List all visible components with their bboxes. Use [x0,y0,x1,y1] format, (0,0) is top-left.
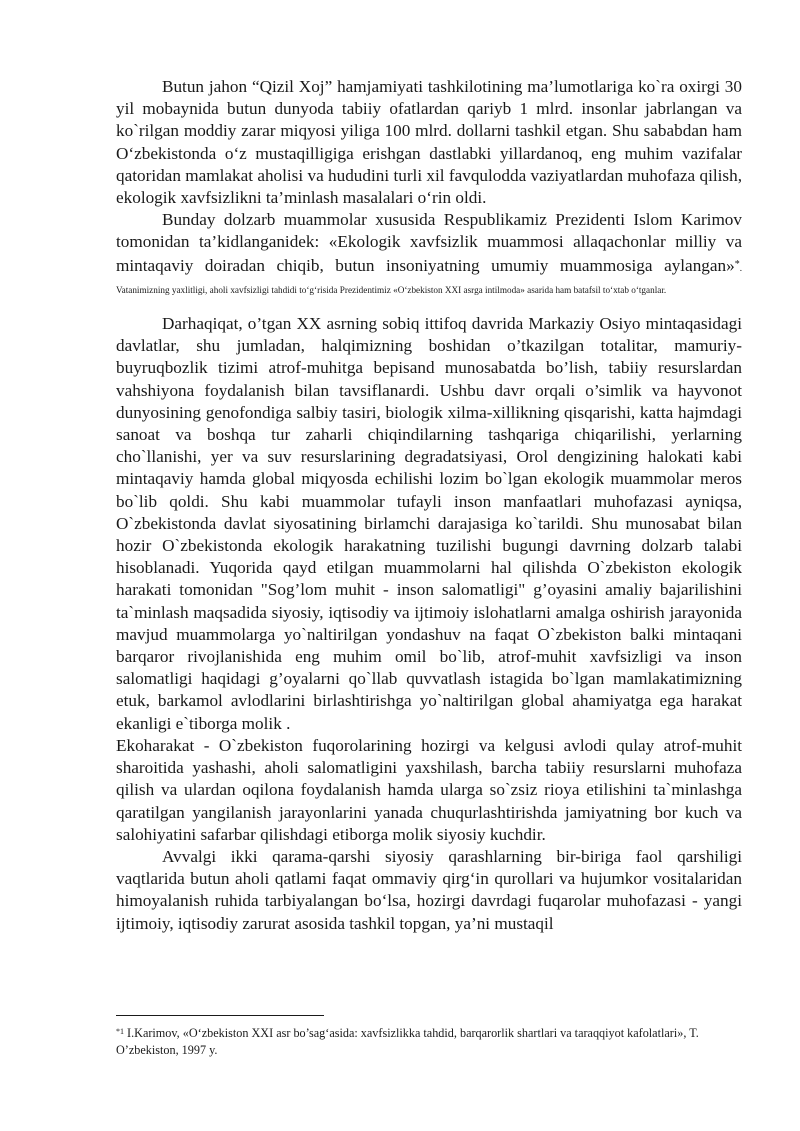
paragraph-spacer [116,299,742,313]
footnote-number: 1 [120,1027,124,1036]
paragraph-2-text: Bunday dolzarb muammolar xususida Respublikamiz Prezidenti Islom Karimov tomonidan ta’kidlanganidek: «Ekologik xavfsizlik muammosi allaqachonlar milliy va mintaqaviy doiradan chiqib, butun insoniyatning umumiy muammosiga aylangan» [116,210,742,275]
footnote-text: I.Karimov, «O‘zbekiston XXI asr bo’sag‘asida: xavfsizlikka tahdid, barqarorlik shartlari va taraqqiyot kafolatlari», T. O’zbekiston, 1997 y. [116,1026,699,1057]
paragraph-4: Ekoharakat - O`zbekiston fuqorolarining hozirgi va kelgusi avlodi qulay atrof-muhit sharoitida yashashi, aholi salomatligini yaxshilash, barcha tabiiy resurslarni muhofaza qilish va ulardan oqilona foydalanish hamda ularga so`zsiz rioya etilishini ta`minlashga qaratilgan yangilanish jarayonlarini yanada chuqurlashtirishda jamiyatning bor kuch va salohiyatini safarbar qilishdagi etiborga molik siyosiy kuchdir. [116,735,742,844]
inline-footnote-note: . Vatanimizning yaxlitligi, aholi xavfsizligi tahdidi to‘g‘risida Prezidentimiz «O‘zbekiston XXI asrga intilmoda» asarida ham batafsil to‘xtab o‘tganlar. [116,262,742,295]
document-body [116,76,742,935]
paragraph-5: Avvalgi ikki qarama-qarshi siyosiy qarashlarning bir-biriga faol qarshiligi vaqtlarida butun aholi qatlami faqat ommaviy qirg‘in qurollari va hujumkor vositalaridan himoyalanish ruhida tarbiyalangan bo‘lsa, hozirgi davrdagi fuqarolar muhofazasi - yangi ijtimoiy, iqtisodiy zarurat asosida tashkil topgan, ya’ni mustaqil [116,846,742,933]
footnote-mark: * [116,1027,120,1036]
footnote-reference: * [734,258,740,270]
paragraph-1: Butun jahon “Qizil Xoj” hamjamiyati tashkilotining ma’lumotlariga ko`ra oxirgi 30 yil mobaynida butun dunyoda tabiiy ofatlardan qariyb 1 mlrd. insonlar jabrlangan va ko`rilgan moddiy zarar miqyosi yiliga 100 mlrd. dollarni tashkil etgan. Shu sababdan ham O‘zbekistonda o‘z mustaqilligiga erishgan dastlabki yillardanoq, eng muhim vazifalar qatoridan mamlakat aholisi va hududini turli xil favqulodda vaziyatlardan muhofaza qilish, ekologik xavfsizlikni ta’minlash masalalari o‘rin oldi. [116,77,742,208]
footnote [116,1023,736,1059]
paragraph-3: Darhaqiqat, o’tgan XX asrning sobiq ittifoq davrida Markaziy Osiyo mintaqasidagi davlatlar, shu jumladan, halqimizning boshidan o’tkazilgan totalitar, mamuriy-buyruqbozlik tizimi atrof-muhitga bepisand munosabatda bo’lish, tabiiy resurslardan vahshiyona foydalanish bilan tavsiflanardi. Ushbu davr orqali o’simlik va hayvonot dunyosining genofondiga salbiy tasiri, biologik xilma-xillikning qisqarishi, katta hajmdagi sanoat va boshqa tur zaharli chiqindilarning tashqariga chiqarilishi, yerlarning cho`llanishi, yer va suv resurslarining degradatsiyasi, Orol dengizining halokati kabi mintaqaviy hamda global miqyosda echilishi lozim bo`lgan ekologik muammolar meros bo`lib qoldi. Shu kabi muammolar tufayli inson manfaatlari muhofazasi ayniqsa, O`zbekistonda davlat siyosatining birlamchi darajasiga ko`tarildi. Shu munosabat bilan hozir O`zbekistonda ekologik harakatning tuzilishi bugungi davrning dolzarb talabi hisoblanadi. Yuqorida qayd etilgan muammolarni hal qilishda O`zbekiston ekologik harakati tomonidan "Sog’lom muhit - inson salomatligi" g’oyasini amaliy bajarilishini ta`minlash maqsadida siyosiy, iqtisodiy va ijtimoiy islohatlarni amalga oshirish jarayonida mavjud muammolarga yo`naltirilgan yondashuv na faqat O`zbekiston balki mintaqani barqaror rivojlanishida eng muhim omil bo`lib, atrof-muhit xavfsizligi va inson salomatligi haqidagi g’oyalarni qo`llab quvvatlash istagida bo`lgan mamlakatimizning etuk, barkamol avlodlarini birlashtirishga yo`naltirilgan global ahamiyatga ega harakat ekanligi e`tiborga molik . [116,314,742,733]
paragraph-2 [116,209,742,299]
footnote-divider [116,1015,324,1016]
